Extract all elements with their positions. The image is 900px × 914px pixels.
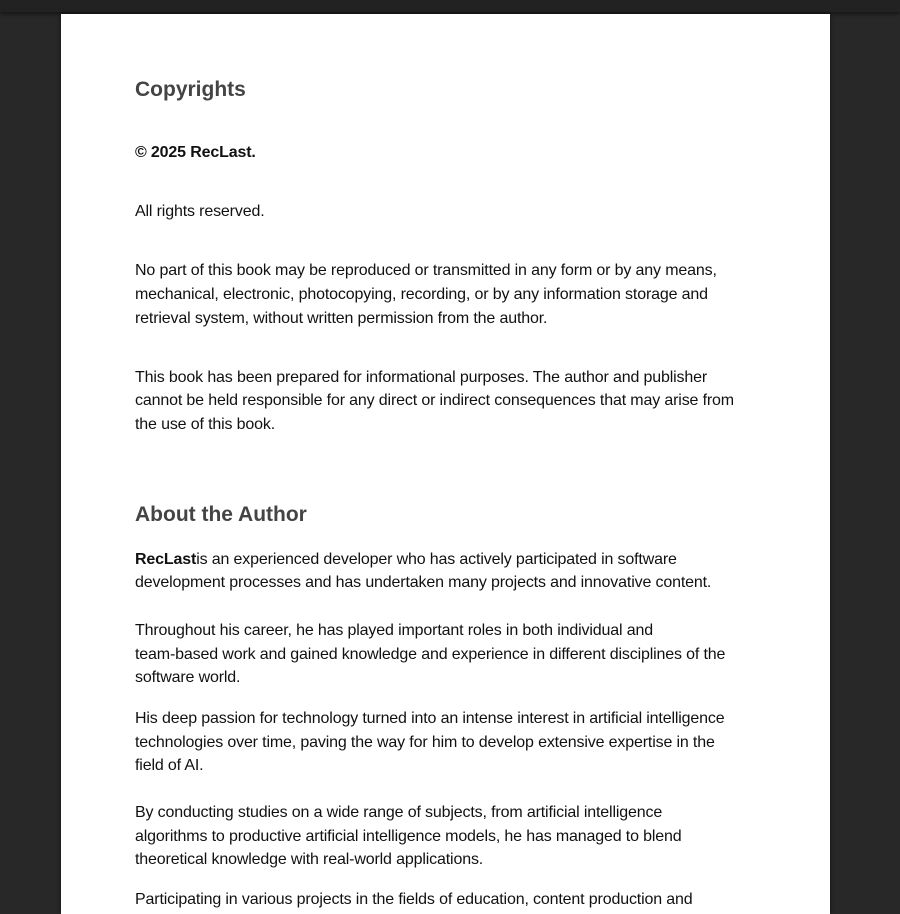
copyright-notice: © 2025 RecLast. (135, 144, 256, 161)
author-name: RecLast (135, 551, 197, 568)
viewer-toolbar (0, 0, 900, 12)
paragraph-line: By conducting studies on a wide range of subjects, from artificial intelligence (135, 804, 663, 821)
paragraph-line: the use of this book. (135, 416, 276, 433)
paragraph-line: Participating in various projects in the fields of education, content production and (135, 891, 693, 908)
rights-text: All rights reserved. (135, 203, 265, 220)
copyrights-heading: Copyrights (135, 78, 246, 101)
paragraph-line: team-based work and gained knowledge and experience in different disciplines of the (135, 646, 726, 663)
paragraph-line: algorithms to productive artificial intelligence models, he has managed to blend (135, 828, 682, 845)
about-heading: About the Author (135, 503, 307, 526)
paragraph-line: mechanical, electronic, photocopying, recording, or by any information storage and (135, 286, 708, 303)
paragraph-line: This book has been prepared for informational purposes. The author and publisher (135, 369, 708, 386)
paragraph-line: No part of this book may be reproduced or transmitted in any form or by any means, (135, 262, 717, 279)
paragraph-line: retrieval system, without written permission from the author. (135, 310, 548, 327)
document-page (61, 14, 830, 914)
paragraph-line: technologies over time, paving the way for him to develop extensive expertise in the (135, 734, 715, 751)
paragraph-line (135, 550, 677, 570)
paragraph-line: software world. (135, 669, 241, 686)
paragraph-line: His deep passion for technology turned into an intense interest in artificial intelligence (135, 710, 725, 727)
paragraph-line: field of AI. (135, 757, 204, 774)
paragraph-line: theoretical knowledge with real-world applications. (135, 851, 484, 868)
paragraph-text: is an experienced developer who has actively participated in software (196, 551, 677, 568)
paragraph-line: development processes and has undertaken many projects and innovative content. (135, 574, 712, 591)
paragraph-line: cannot be held responsible for any direct or indirect consequences that may arise from (135, 392, 734, 409)
paragraph-line: Throughout his career, he has played important roles in both individual and (135, 622, 653, 639)
